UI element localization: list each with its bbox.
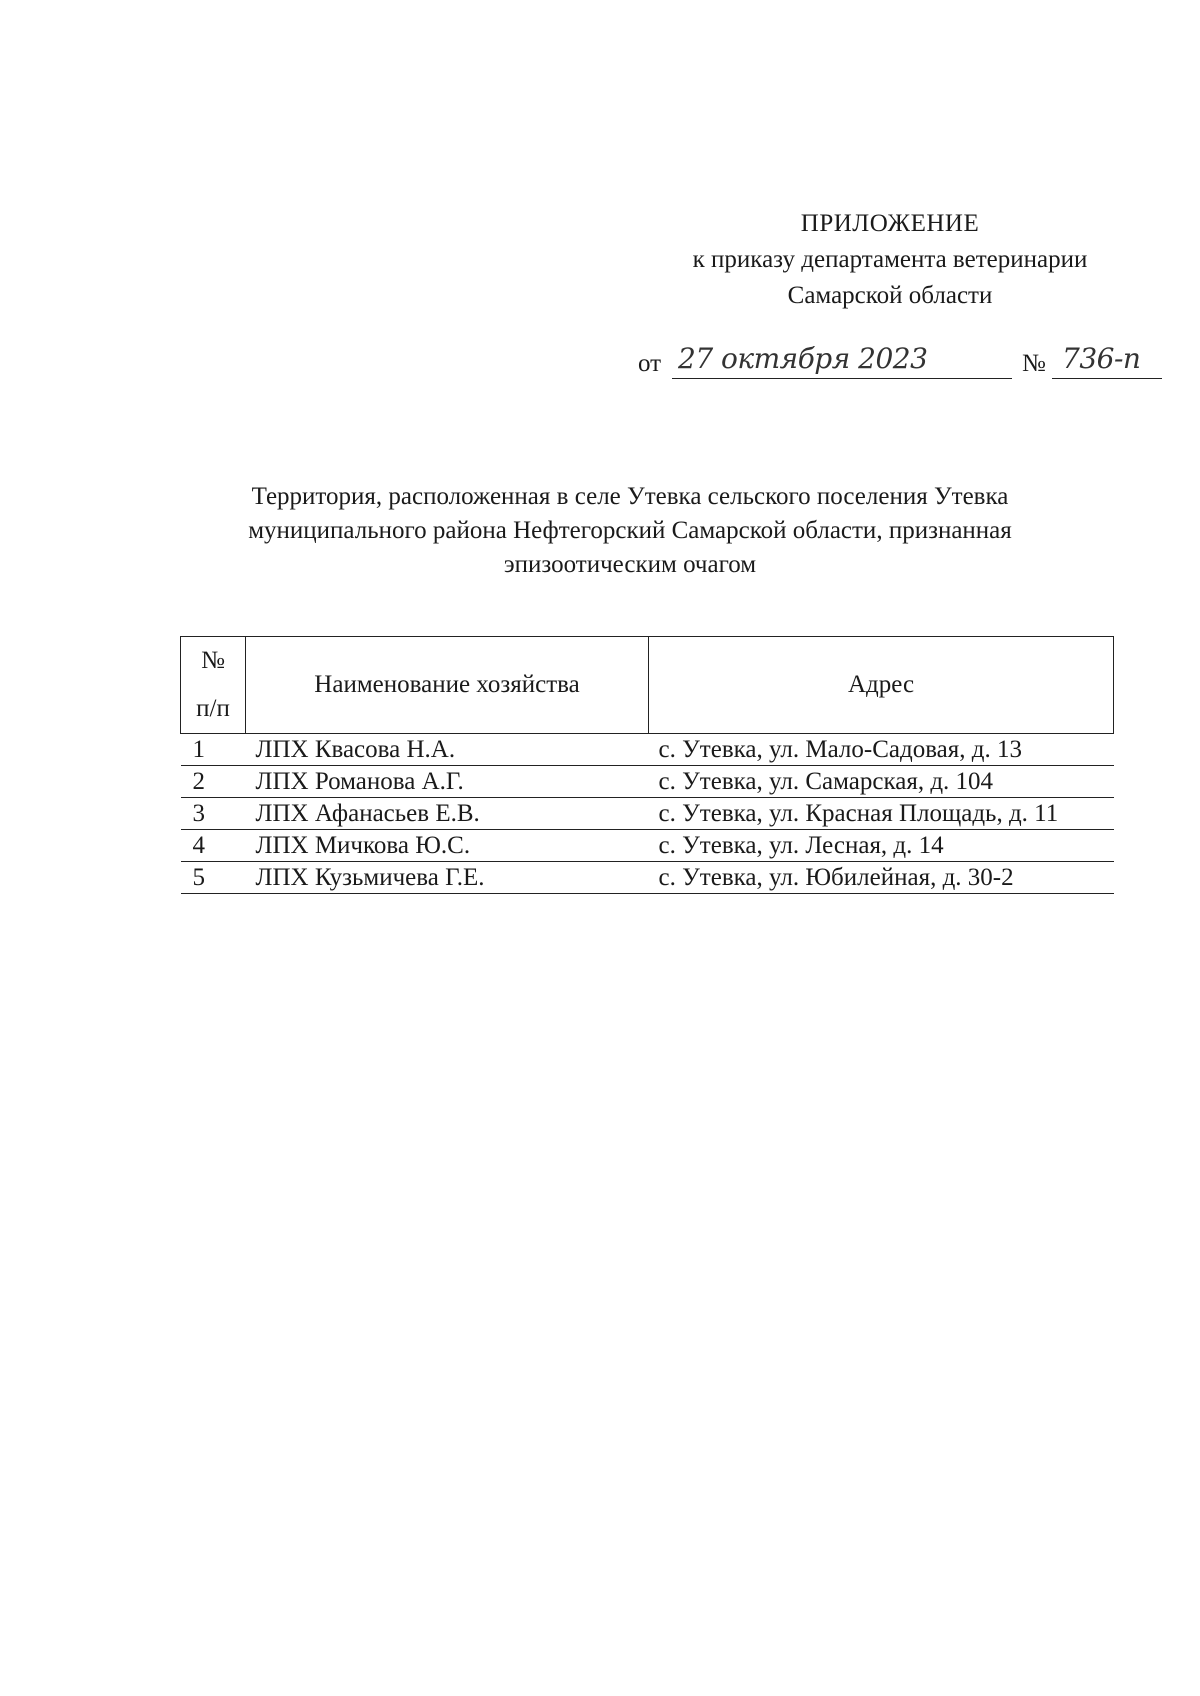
header-number-pp: п/п — [196, 695, 230, 722]
appendix-line-2: Самарской области — [787, 282, 993, 309]
row-address: с. Утевка, ул. Юбилейная, д. 30-2 — [649, 862, 1114, 894]
row-farm-name: ЛПХ Романова А.Г. — [246, 766, 649, 798]
row-address: с. Утевка, ул. Красная Площадь, д. 11 — [649, 798, 1114, 830]
heading-line-2: муниципального района Нефтегорский Самарской области, признанная — [248, 517, 1012, 544]
table-header-row — [181, 637, 1114, 734]
farms-table — [180, 636, 1114, 894]
row-farm-name: ЛПХ Мичкова Ю.С. — [246, 830, 649, 862]
order-number-field — [1052, 340, 1162, 379]
order-date-handwritten: 27 октября 2023 — [678, 342, 928, 375]
row-number: 2 — [181, 766, 246, 798]
order-number-label: № — [1022, 350, 1046, 377]
row-number: 4 — [181, 830, 246, 862]
heading-line-3: эпизоотическим очагом — [503, 551, 757, 578]
table-row — [181, 798, 1114, 830]
order-date-field — [672, 340, 1012, 379]
header-number — [181, 637, 246, 734]
table-row — [181, 862, 1114, 894]
order-number-handwritten: 736-п — [1062, 342, 1141, 375]
heading-line-1: Территория, расположенная в селе Утевка сельского поселения Утевка — [251, 483, 1009, 510]
row-farm-name: ЛПХ Афанасьев Е.В. — [246, 798, 649, 830]
appendix-block — [640, 206, 1140, 314]
table-row — [181, 734, 1114, 766]
table-row — [181, 830, 1114, 862]
header-farm-name: Наименование хозяйства — [246, 637, 649, 734]
row-number: 1 — [181, 734, 246, 766]
order-date-number-line — [638, 340, 1158, 388]
table-row — [181, 766, 1114, 798]
appendix-title: ПРИЛОЖЕНИЕ — [800, 210, 980, 237]
row-address: с. Утевка, ул. Лесная, д. 14 — [649, 830, 1114, 862]
appendix-line-1: к приказу департамента ветеринарии — [692, 246, 1088, 273]
order-from-label: от — [638, 350, 662, 377]
row-farm-name: ЛПХ Кузьмичева Г.Е. — [246, 862, 649, 894]
row-address: с. Утевка, ул. Мало-Садовая, д. 13 — [649, 734, 1114, 766]
row-address: с. Утевка, ул. Самарская, д. 104 — [649, 766, 1114, 798]
row-farm-name: ЛПХ Квасова Н.А. — [246, 734, 649, 766]
row-number: 5 — [181, 862, 246, 894]
row-number: 3 — [181, 798, 246, 830]
header-address: Адрес — [649, 637, 1114, 734]
document-heading — [170, 480, 1090, 582]
header-number-symbol: № — [201, 647, 225, 674]
